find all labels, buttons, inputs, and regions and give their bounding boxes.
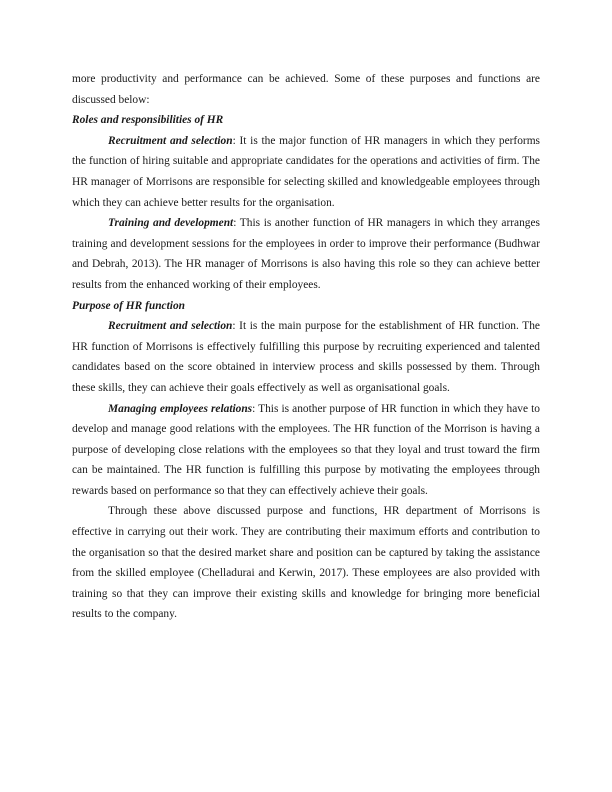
paragraph-lead-term: Recruitment and selection (108, 134, 233, 147)
paragraph-body: : It is the major function of HR managers in which they performs the function of hiring suitable and appropriate candidates for the operations and activities of firm. The HR manager of Morrisons are responsible for selecting skilled and knowledgeable employees through which they can achieve better results for the organisation. (72, 134, 540, 209)
paragraph-lead-term: Recruitment and selection (108, 320, 233, 333)
paragraph-body: : It is the main purpose for the establishment of HR function. The HR function of Morrisons is effectively fulfilling this purpose by recruiting experienced and talented candidates based on the score obtained in interview process and skills possessed by them. Through these skills, they can achieve their goals effectively as well as organisational goals. (72, 320, 540, 394)
intro-paragraph: more productivity and performance can be achieved. Some of these purposes and functions are discussed below: (72, 73, 540, 106)
paragraph-employee-relations (72, 399, 540, 502)
paragraph-lead-term: Managing employees relations (108, 402, 253, 415)
paragraph-lead-term: Training and development (108, 217, 234, 230)
section-heading-purpose: Purpose of HR function (72, 299, 185, 312)
paragraph-training-role (72, 213, 540, 295)
paragraph-body: : This is another function of HR managers in which they arranges training and development sessions for the employees in order to improve their performance (Budhwar and Debrah, 2013). The HR manager of Morrisons is also having this role so they can achieve better results from the enhanced working of their employees. (72, 217, 540, 291)
section-heading-roles: Roles and responsibilities of HR (72, 114, 224, 127)
paragraph-recruitment-role (72, 131, 540, 213)
paragraph-recruitment-purpose (72, 316, 540, 398)
paragraph-body: : This is another purpose of HR function in which they have to develop and manage good relations with the employees. The HR function of the Morrison is having a purpose of developing close relations with the employees so that they loyal and trust toward the firm can be maintained. The HR function is fulfilling this purpose by motivating the employees through rewards based on performance so that they can effectively achieve their goals. (72, 402, 540, 497)
document-page (72, 69, 540, 625)
conclusion-paragraph: Through these above discussed purpose and functions, HR department of Morrisons is effective in carrying out their work. They are contributing their maximum efforts and contribution to the organisation so that the desired market share and position can be captured by taking the assistance from the skilled employee (Chelladurai and Kerwin, 2017). These employees are also provided with training so that they can improve their existing skills and knowledge for bringing more beneficial results to the company. (72, 505, 540, 621)
